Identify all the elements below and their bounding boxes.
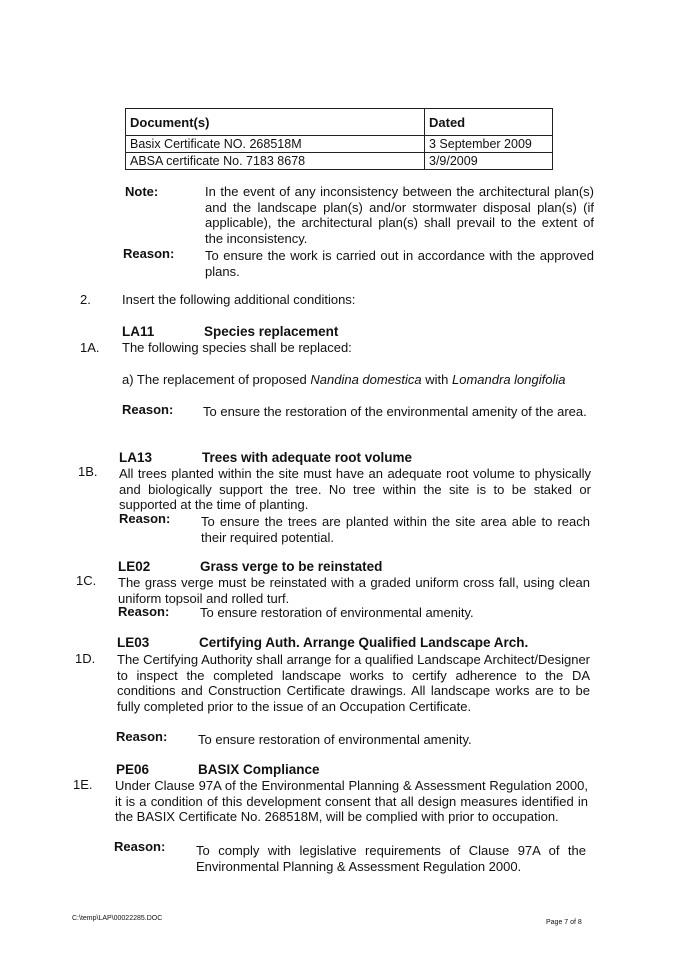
condition-code: LE03 xyxy=(117,635,150,650)
reason-label: Reason: xyxy=(114,839,166,854)
condition-code: LE02 xyxy=(118,559,151,574)
reason-text: To comply with legislative requirements of Clause 97A of the Environmental Planning & Assessment Regulation 2000. xyxy=(196,843,586,874)
note-text: In the event of any inconsistency between the architectural plan(s) and the landscape plan(s) and/or stormwater disposal plan(s) (if applicable), the architectural plan(s) shall prevail to the extent of the inconsistency. xyxy=(205,184,594,246)
reason-text: To ensure restoration of environmental amenity. xyxy=(198,732,472,747)
table-row xyxy=(126,153,553,170)
note-reason-text: To ensure the work is carried out in accordance with the approved plans. xyxy=(205,248,594,279)
reason-label: Reason: xyxy=(118,604,170,619)
table-cell: ABSA certificate No. 7183 8678 xyxy=(126,153,425,170)
condition-code: LA13 xyxy=(119,450,153,465)
condition-code: LA11 xyxy=(122,324,155,339)
condition-title: Certifying Auth. Arrange Qualified Landscape Arch. xyxy=(199,635,529,650)
condition-body: The Certifying Authority shall arrange for a qualified Landscape Architect/Designer to inspect the completed landscape works to certify adherence to the DA conditions and Construction Certificate drawings. All landscape works are to be fully completed prior to the issue of an Occupation Certificate. xyxy=(117,652,590,714)
reason-label: Reason: xyxy=(119,511,171,526)
table-row xyxy=(126,136,553,153)
item-2-text: Insert the following additional conditions: xyxy=(122,292,356,307)
species-name: Lomandra longifolia xyxy=(452,372,566,387)
note-label: Note: xyxy=(125,184,159,199)
condition-title: BASIX Compliance xyxy=(198,762,320,777)
condition-title: Species replacement xyxy=(204,324,339,339)
table-cell: 3/9/2009 xyxy=(425,153,553,170)
note-reason-label: Reason: xyxy=(123,246,175,261)
item-2-number: 2. xyxy=(80,292,91,307)
sub-item-text: a) The replacement of proposed xyxy=(122,372,311,387)
table-header-cell: Dated xyxy=(425,109,553,136)
sub-item-text: with xyxy=(421,372,453,387)
reason-label: Reason: xyxy=(116,729,168,744)
condition-number: 1E. xyxy=(73,777,93,792)
reason-label: Reason: xyxy=(122,402,174,417)
documents-table xyxy=(125,108,553,170)
condition-code: PE06 xyxy=(116,762,150,777)
footer-file-path: C:\temp\LAP\00022285.DOC xyxy=(72,915,163,922)
condition-body: All trees planted within the site must have an adequate root volume to physically and biologically support the tree. No tree within the site is to be staked or supported at the time of planting. xyxy=(119,466,591,512)
table-header-row xyxy=(126,109,553,136)
table-cell: 3 September 2009 xyxy=(425,136,553,153)
condition-title: Grass verge to be reinstated xyxy=(200,559,383,574)
footer-page-number: Page 7 of 8 xyxy=(546,919,582,926)
reason-text: To ensure the restoration of the environmental amenity of the area. xyxy=(203,404,587,419)
condition-body: Under Clause 97A of the Environmental Planning & Assessment Regulation 2000, it is a condition of this development consent that all design measures identified in the BASIX Certificate No. 268518M, will be complied with prior to occupation. xyxy=(115,778,588,824)
condition-body: The grass verge must be reinstated with a graded uniform cross fall, using clean uniform topsoil and rolled turf. xyxy=(118,575,590,606)
condition-number: 1A. xyxy=(80,340,100,355)
condition-body: The following species shall be replaced: xyxy=(122,340,352,355)
condition-number: 1C. xyxy=(76,573,97,588)
reason-text: To ensure the trees are planted within the site area able to reach their required potential. xyxy=(201,514,590,545)
reason-text: To ensure restoration of environmental amenity. xyxy=(200,605,474,620)
condition-title: Trees with adequate root volume xyxy=(202,450,413,465)
condition-number: 1D. xyxy=(75,651,96,666)
species-name: Nandina domestica xyxy=(310,372,422,387)
table-cell: Basix Certificate NO. 268518M xyxy=(126,136,425,153)
condition-sub-item xyxy=(122,372,592,388)
condition-number: 1B. xyxy=(78,464,98,479)
table-header-cell: Document(s) xyxy=(126,109,425,136)
